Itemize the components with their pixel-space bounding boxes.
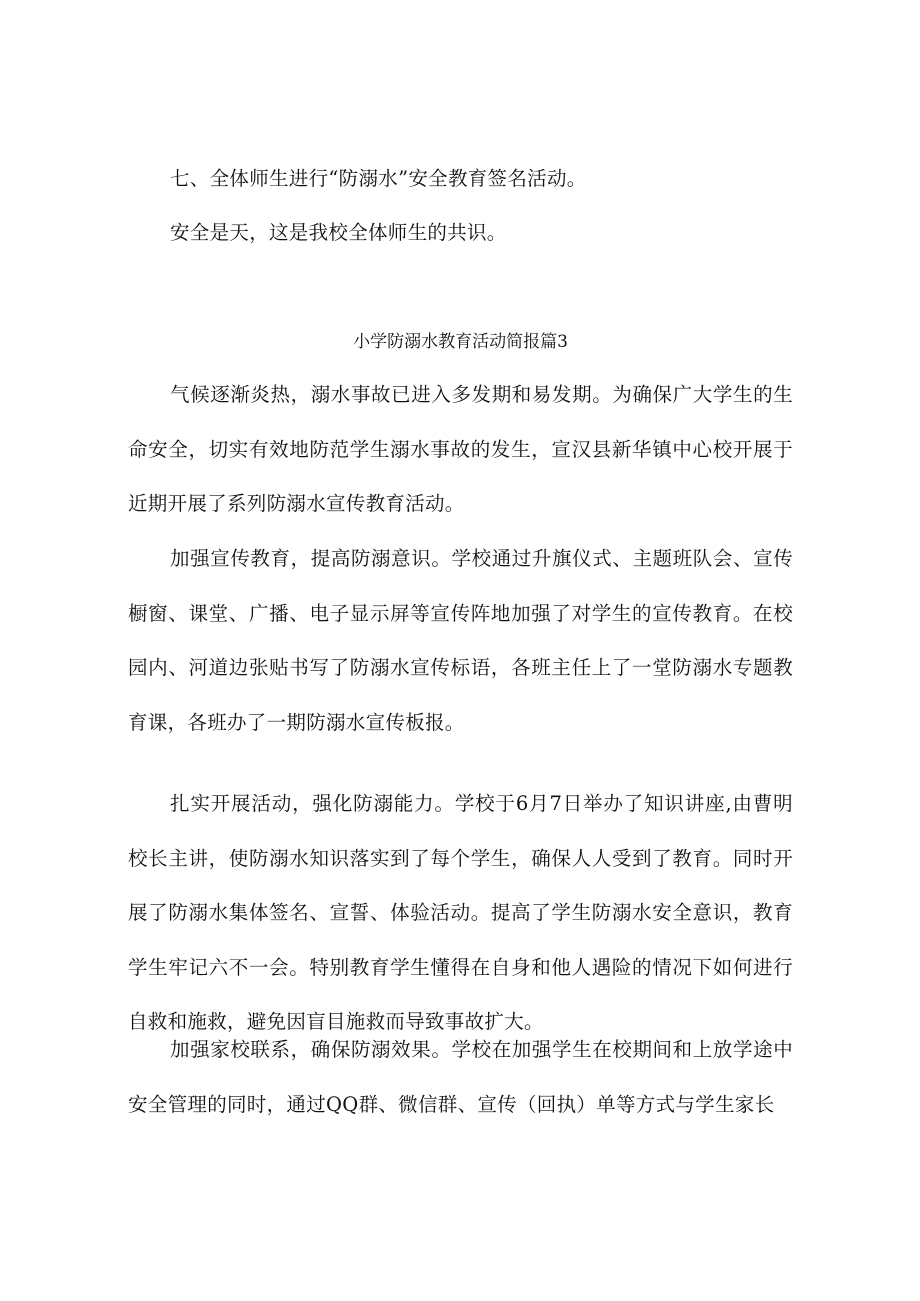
paragraph-activities: 扎实开展活动，强化防溺能力。学校于6月7日举办了知识讲座,由曹明校长主讲，使防溺水知识落实到了每个学生，确保人人受到了教育。同时开展了防溺水集体签名、宣誓、体验活动。提高了学生防溺水安全意识，教育学生牢记六不一会。特别教育学生懂得在自身和他人遇险的情况下如何进行自救和施救，避免因盲目施救而导致事故扩大。: [128, 792, 793, 1033]
section-title: 小学防溺水教育活动简报篇3: [353, 332, 568, 352]
paragraph-intro: 气候逐渐炎热，溺水事故已进入多发期和易发期。为确保广大学生的生命安全，切实有效地防范学生溺水事故的发生，宣汉县新华镇中心校开展于近期开展了系列防溺水宣传教育活动。: [128, 383, 793, 515]
paragraph-home-school: 加强家校联系，确保防溺效果。学校在加强学生在校期间和上放学途中安全管理的同时，通过QQ群、微信群、宣传（回执）单等方式与学生家长: [128, 1038, 793, 1116]
paragraph-publicity-education: 加强宣传教育，提高防溺意识。学校通过升旗仪式、主题班队会、宣传橱窗、课堂、广播、电子显示屏等宣传阵地加强了对学生的宣传教育。在校园内、河道边张贴书写了防溺水宣传标语，各班主任上了一堂防溺水专题教育课，各班办了一期防溺水宣传板报。: [128, 547, 793, 734]
paragraph-signature-activity: 七、全体师生进行“防溺水”安全教育签名活动。: [170, 167, 587, 190]
paragraph-safety-consensus: 安全是天，这是我校全体师生的共识。: [170, 221, 507, 244]
